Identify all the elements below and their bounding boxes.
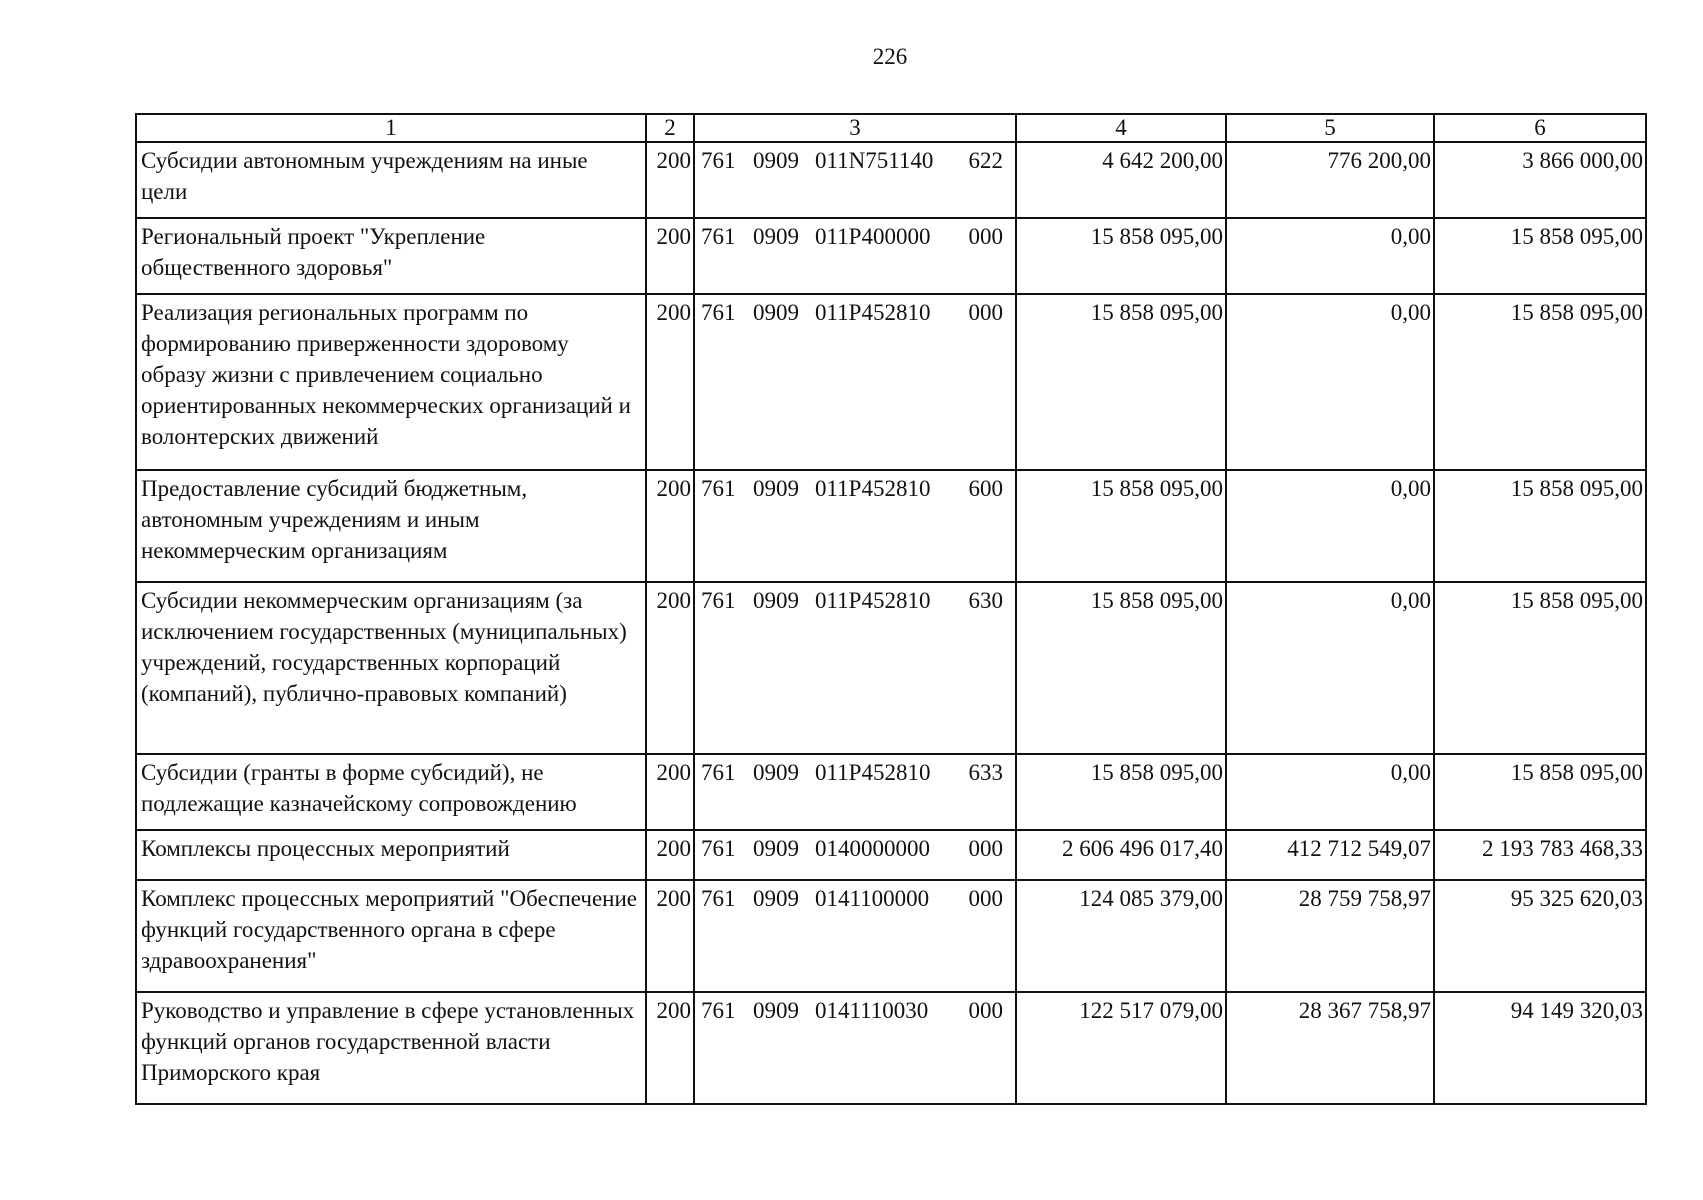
table-header-row [136, 114, 1646, 142]
row-grbs: 761 [701, 224, 736, 249]
row-name: Субсидии (гранты в форме субсидий), не подлежащие казначейскому сопровождению [136, 754, 646, 830]
table-row [136, 582, 1646, 754]
row-vr: 622 [968, 148, 1003, 173]
header-col-4: 4 [1016, 114, 1226, 142]
row-csr: 011P452810 [815, 588, 931, 613]
row-name: Руководство и управление в сфере установленных функций органов государственной власти Приморского края [136, 992, 646, 1104]
row-amount-col5: 776 200,00 [1226, 142, 1434, 218]
row-code: 200 [646, 754, 694, 830]
row-amount-col6: 15 858 095,00 [1434, 470, 1646, 582]
row-csr: 011N751140 [815, 148, 934, 173]
header-col-2: 2 [646, 114, 694, 142]
row-code: 200 [646, 880, 694, 992]
row-vr: 000 [968, 836, 1003, 861]
row-grbs: 761 [701, 588, 736, 613]
table-row [136, 830, 1646, 880]
row-vr: 630 [968, 588, 1003, 613]
row-rzpr: 0909 [753, 224, 799, 249]
row-amount-col4: 15 858 095,00 [1016, 582, 1226, 754]
row-amount-col6: 15 858 095,00 [1434, 294, 1646, 470]
row-amount-col6: 95 325 620,03 [1434, 880, 1646, 992]
row-classification-codes [694, 880, 1016, 992]
row-classification-codes [694, 582, 1016, 754]
row-name: Региональный проект "Укрепление общественного здоровья" [136, 218, 646, 294]
row-csr: 0141110030 [815, 998, 929, 1023]
row-code: 200 [646, 830, 694, 880]
row-vr: 000 [968, 998, 1003, 1023]
table-row [136, 992, 1646, 1104]
row-amount-col4: 15 858 095,00 [1016, 294, 1226, 470]
row-csr: 0140000000 [815, 836, 930, 861]
row-code: 200 [646, 582, 694, 754]
row-csr: 011P452810 [815, 760, 931, 785]
row-name: Предоставление субсидий бюджетным, автономным учреждениям и иным некоммерческим организациям [136, 470, 646, 582]
row-rzpr: 0909 [753, 760, 799, 785]
row-grbs: 761 [701, 300, 736, 325]
row-code: 200 [646, 142, 694, 218]
header-col-3: 3 [694, 114, 1016, 142]
row-rzpr: 0909 [753, 300, 799, 325]
row-name: Комплекс процессных мероприятий "Обеспечение функций государственного органа в сфере здравоохранения" [136, 880, 646, 992]
header-col-5: 5 [1226, 114, 1434, 142]
row-name: Реализация региональных программ по формированию приверженности здоровому образу жизни с привлечением социально ориентированных некоммерческих организаций и волонтерских движений [136, 294, 646, 470]
row-name: Субсидии некоммерческим организациям (за исключением государственных (муниципальных) учреждений, государственных корпораций (компаний), публично-правовых компаний) [136, 582, 646, 754]
table-row [136, 218, 1646, 294]
row-csr: 011P452810 [815, 300, 931, 325]
row-amount-col6: 15 858 095,00 [1434, 754, 1646, 830]
row-vr: 000 [968, 886, 1003, 911]
row-amount-col6: 2 193 783 468,33 [1434, 830, 1646, 880]
row-code: 200 [646, 470, 694, 582]
row-amount-col5: 0,00 [1226, 470, 1434, 582]
row-vr: 600 [968, 476, 1003, 501]
row-grbs: 761 [701, 886, 736, 911]
row-grbs: 761 [701, 760, 736, 785]
row-grbs: 761 [701, 148, 736, 173]
row-name: Комплексы процессных мероприятий [136, 830, 646, 880]
header-col-6: 6 [1434, 114, 1646, 142]
header-col-1: 1 [136, 114, 646, 142]
row-vr: 000 [968, 300, 1003, 325]
row-rzpr: 0909 [753, 836, 799, 861]
row-rzpr: 0909 [753, 588, 799, 613]
row-vr: 633 [968, 760, 1003, 785]
row-classification-codes [694, 470, 1016, 582]
row-amount-col4: 2 606 496 017,40 [1016, 830, 1226, 880]
table-row [136, 470, 1646, 582]
row-csr: 0141100000 [815, 886, 930, 911]
row-amount-col6: 15 858 095,00 [1434, 582, 1646, 754]
row-amount-col6: 15 858 095,00 [1434, 218, 1646, 294]
row-amount-col5: 0,00 [1226, 218, 1434, 294]
row-amount-col5: 0,00 [1226, 582, 1434, 754]
row-amount-col5: 28 759 758,97 [1226, 880, 1434, 992]
row-grbs: 761 [701, 476, 736, 501]
row-rzpr: 0909 [753, 476, 799, 501]
row-csr: 011P452810 [815, 476, 931, 501]
row-name: Субсидии автономным учреждениям на иные цели [136, 142, 646, 218]
row-amount-col4: 15 858 095,00 [1016, 754, 1226, 830]
row-code: 200 [646, 992, 694, 1104]
row-rzpr: 0909 [753, 886, 799, 911]
row-classification-codes [694, 754, 1016, 830]
table-row [136, 880, 1646, 992]
row-grbs: 761 [701, 998, 736, 1023]
row-amount-col5: 28 367 758,97 [1226, 992, 1434, 1104]
budget-table [135, 113, 1647, 1105]
row-amount-col5: 0,00 [1226, 754, 1434, 830]
row-classification-codes [694, 142, 1016, 218]
row-classification-codes [694, 830, 1016, 880]
row-csr: 011P400000 [815, 224, 931, 249]
row-classification-codes [694, 294, 1016, 470]
row-amount-col4: 122 517 079,00 [1016, 992, 1226, 1104]
table-row [136, 294, 1646, 470]
row-rzpr: 0909 [753, 148, 799, 173]
row-grbs: 761 [701, 836, 736, 861]
row-vr: 000 [968, 224, 1003, 249]
row-amount-col5: 412 712 549,07 [1226, 830, 1434, 880]
row-rzpr: 0909 [753, 998, 799, 1023]
row-amount-col4: 15 858 095,00 [1016, 218, 1226, 294]
row-amount-col4: 4 642 200,00 [1016, 142, 1226, 218]
table-row [136, 754, 1646, 830]
row-amount-col5: 0,00 [1226, 294, 1434, 470]
row-amount-col4: 15 858 095,00 [1016, 470, 1226, 582]
table-row [136, 142, 1646, 218]
row-amount-col6: 3 866 000,00 [1434, 142, 1646, 218]
row-classification-codes [694, 992, 1016, 1104]
row-classification-codes [694, 218, 1016, 294]
row-code: 200 [646, 218, 694, 294]
row-code: 200 [646, 294, 694, 470]
row-amount-col6: 94 149 320,03 [1434, 992, 1646, 1104]
page-number: 226 [872, 44, 908, 69]
row-amount-col4: 124 085 379,00 [1016, 880, 1226, 992]
